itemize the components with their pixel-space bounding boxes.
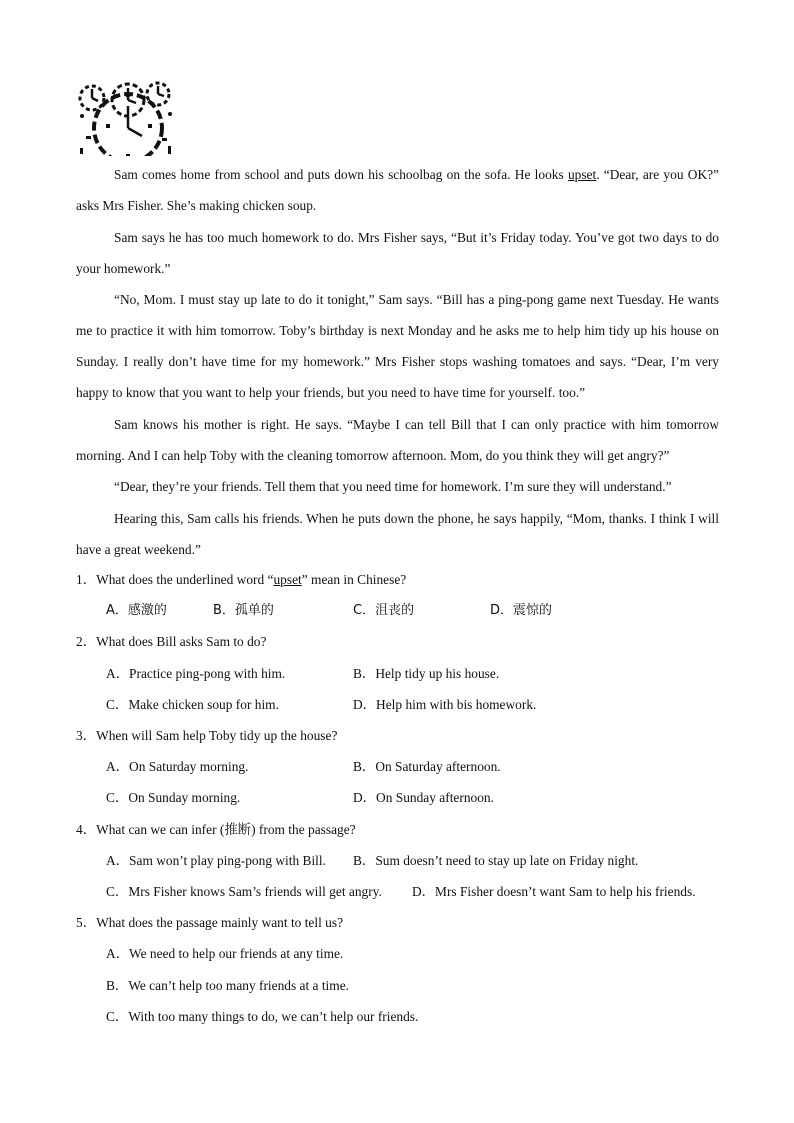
q1-option-b[interactable]: B．孤单的 xyxy=(213,603,274,618)
q2-option-a[interactable]: A．Practice ping-pong with him. xyxy=(106,666,286,681)
underlined-word: upset xyxy=(273,572,302,587)
q2-option-c[interactable]: C．Make chicken soup for him. xyxy=(106,697,279,712)
q5-option-a[interactable]: A．We need to help our friends at any time. xyxy=(106,946,344,961)
clocks-illustration-icon xyxy=(78,76,174,156)
q1-option-a[interactable]: A．感激的 xyxy=(106,603,167,618)
question-1 xyxy=(76,570,406,590)
question-number: 5． xyxy=(76,915,97,930)
q4-option-b[interactable]: B．Sum doesn’t need to stay up late on Friday night. xyxy=(353,853,639,868)
question-text: ” mean in Chinese? xyxy=(301,572,407,587)
q2-option-d[interactable]: D．Help him with bis homework. xyxy=(353,697,537,712)
question-number: 4． xyxy=(76,822,97,837)
question-5 xyxy=(76,913,343,933)
question-text: What can we can infer (推断) from the passage? xyxy=(96,822,356,837)
passage-paragraph-3: “No, Mom. I must stay up late to do it tonight,” Sam says. “Bill has a ping-pong game next Tuesday. He wants me to practice it with him tomorrow. Toby’s birthday is next Monday and he asks me to help him tidy up his house on Sunday. I really don’t have time for my homework.” Mrs Fisher stops washing tomatoes and says. “Dear, I’m very happy to know that you want to help your friends, but you need to have time for yourself. too.” xyxy=(76,292,719,400)
passage-paragraph-2: Sam says he has too much homework to do. Mrs Fisher says, “But it’s Friday today. You’ve got two days to do your homework.” xyxy=(76,230,719,276)
q3-option-a[interactable]: A．On Saturday morning. xyxy=(106,759,249,774)
q3-option-d[interactable]: D．On Sunday afternoon. xyxy=(353,790,494,805)
q4-option-a[interactable]: A．Sam won’t play ping-pong with Bill. xyxy=(106,853,326,868)
q5-option-c[interactable]: C．With too many things to do, we can’t help our friends. xyxy=(106,1009,419,1024)
passage-paragraph-6: Hearing this, Sam calls his friends. When he puts down the phone, he says happily, “Mom, thanks. I think I will have a great weekend.” xyxy=(76,511,719,557)
q1-option-d[interactable]: D．震惊的 xyxy=(490,603,553,618)
q3-option-b[interactable]: B．On Saturday afternoon. xyxy=(353,759,501,774)
passage-paragraph-1 xyxy=(76,159,719,221)
q2-option-b[interactable]: B．Help tidy up his house. xyxy=(353,666,500,681)
q4-option-c[interactable]: C．Mrs Fisher knows Sam’s friends will get angry. xyxy=(106,884,382,899)
passage-text: Sam comes home from school and puts down his schoolbag on the sofa. He looks xyxy=(114,167,568,182)
passage-paragraph-4: Sam knows his mother is right. He says. “Maybe I can tell Bill that I can only practice with him tomorrow morning. And I can help Toby with the cleaning tomorrow afternoon. Mom, do you think they will get angry?” xyxy=(76,417,719,463)
q5-option-b[interactable]: B．We can’t help too many friends at a time. xyxy=(106,978,349,993)
passage-text: . “Dear, are you OK?” asks Mrs Fisher. She’s making chicken soup. xyxy=(76,167,719,213)
q1-option-c[interactable]: C．沮丧的 xyxy=(353,603,415,618)
q4-option-d[interactable]: D．Mrs Fisher doesn’t want Sam to help his friends. xyxy=(412,884,696,899)
question-text: What does Bill asks Sam to do? xyxy=(96,634,267,649)
question-number: 3． xyxy=(76,728,97,743)
question-4 xyxy=(76,820,356,840)
question-2 xyxy=(76,632,266,652)
question-text: What does the passage mainly want to tell us? xyxy=(96,915,344,930)
question-text: When will Sam help Toby tidy up the house? xyxy=(96,728,338,743)
question-number: 2． xyxy=(76,634,97,649)
q3-option-c[interactable]: C．On Sunday morning. xyxy=(106,790,241,805)
question-text: What does the underlined word “ xyxy=(96,572,274,587)
underlined-word: upset xyxy=(567,167,597,182)
passage-paragraph-5: “Dear, they’re your friends. Tell them that you need time for homework. I’m sure they will understand.” xyxy=(114,479,672,494)
question-3 xyxy=(76,726,337,746)
question-number: 1． xyxy=(76,572,97,587)
